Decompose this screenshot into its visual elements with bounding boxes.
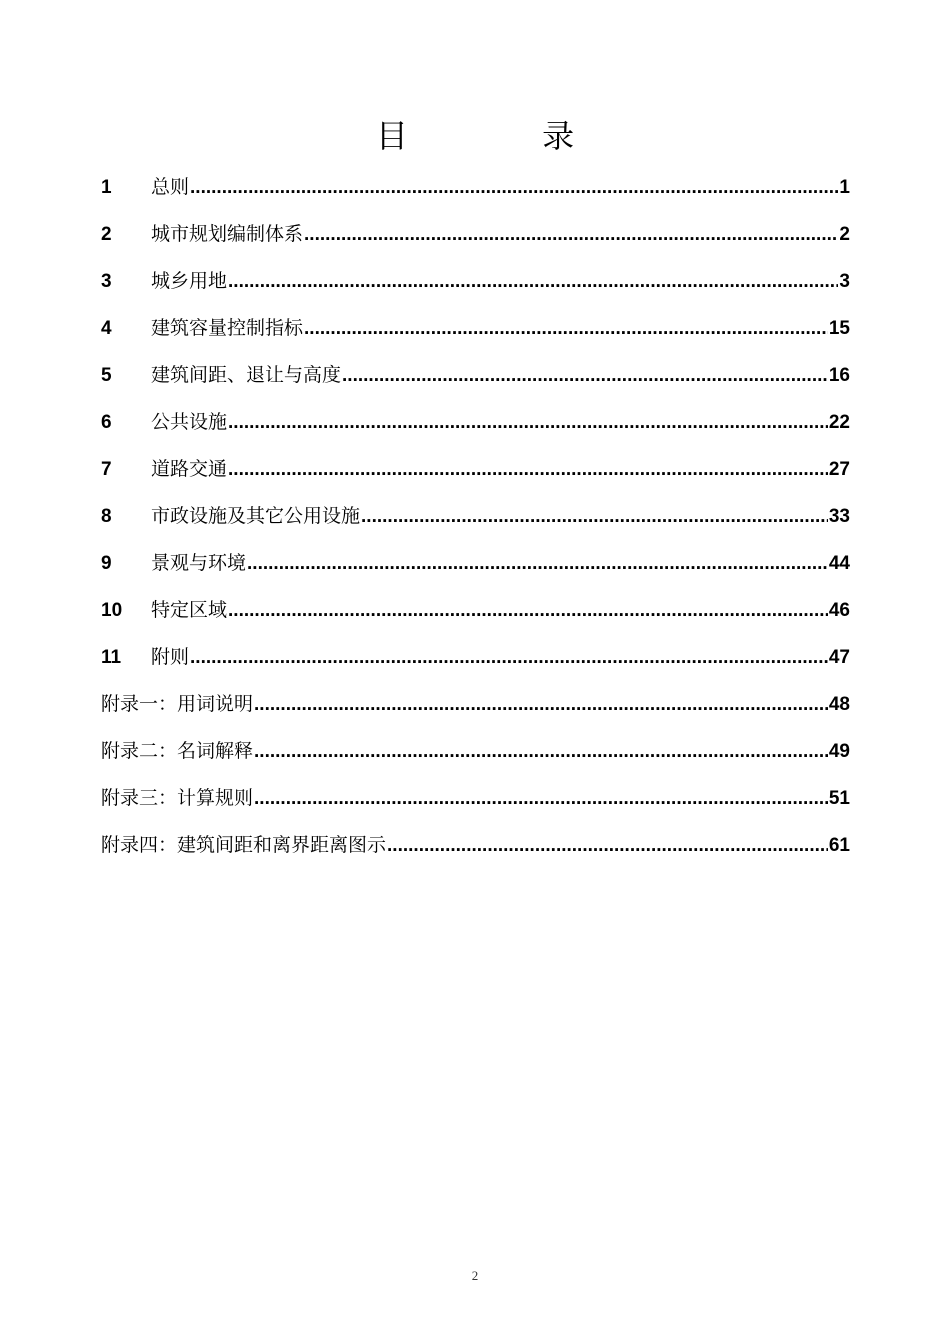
- toc-entry-label: 市政设施及其它公用设施: [151, 505, 361, 527]
- toc-dot-leader: [254, 681, 828, 728]
- toc-entry-number: 11: [101, 647, 122, 668]
- toc-entry-label: 景观与环境: [151, 552, 247, 574]
- toc-entry-label: 附录一：用词说明: [101, 693, 254, 715]
- toc-list: [101, 164, 850, 869]
- toc-entry-label: 城乡用地: [151, 270, 228, 292]
- toc-dot-leader: [304, 211, 838, 258]
- toc-dot-leader: [254, 728, 828, 775]
- toc-entry-number: 10: [101, 600, 123, 621]
- toc-entry-label: 附录二：名词解释: [101, 740, 254, 762]
- toc-entry[interactable]: [101, 305, 850, 352]
- toc-dot-leader: [247, 540, 828, 587]
- toc-entry-number: 1: [101, 177, 112, 198]
- toc-entry-page: 16: [828, 365, 850, 386]
- toc-entry-label: 城市规划编制体系: [151, 223, 304, 245]
- toc-dot-leader: [254, 775, 828, 822]
- toc-entry-label: 建筑间距、退让与高度: [151, 364, 342, 386]
- toc-entry-page: 51: [828, 788, 850, 809]
- toc-entry-label: 总则: [151, 176, 190, 198]
- toc-entry[interactable]: [101, 211, 850, 258]
- toc-dot-leader: [228, 446, 828, 493]
- toc-entry-label: 道路交通: [151, 458, 228, 480]
- toc-entry[interactable]: [101, 775, 850, 822]
- toc-title: 目 录: [375, 117, 637, 155]
- toc-entry-page: 27: [828, 459, 850, 480]
- toc-entry-page: 2: [839, 224, 850, 245]
- toc-entry-number: 3: [101, 271, 112, 292]
- toc-entry[interactable]: [101, 634, 850, 681]
- toc-entry-label: 附则: [151, 646, 190, 668]
- toc-entry-number: 7: [101, 459, 112, 480]
- toc-entry-label: 附录四：建筑间距和离界距离图示: [101, 834, 387, 856]
- toc-entry-page: 3: [839, 271, 850, 292]
- toc-entry[interactable]: [101, 258, 850, 305]
- toc-entry-number: 8: [101, 506, 112, 527]
- toc-entry-number: 6: [101, 412, 112, 433]
- toc-entry[interactable]: [101, 446, 850, 493]
- toc-entry-label: 特定区域: [151, 599, 228, 621]
- toc-entry-page: 22: [828, 412, 850, 433]
- toc-entry-label: 公共设施: [151, 411, 228, 433]
- toc-entry-label: 建筑容量控制指标: [151, 317, 304, 339]
- toc-entry[interactable]: [101, 493, 850, 540]
- toc-entry-page: 33: [828, 506, 850, 527]
- toc-dot-leader: [190, 634, 828, 681]
- toc-entry-number: 9: [101, 553, 112, 574]
- page-number: 2: [471, 1268, 479, 1283]
- toc-dot-leader: [228, 399, 828, 446]
- toc-entry[interactable]: [101, 681, 850, 728]
- toc-entry-page: 61: [828, 835, 850, 856]
- toc-dot-leader: [190, 164, 838, 211]
- toc-dot-leader: [228, 258, 838, 305]
- toc-entry-number: 2: [101, 224, 112, 245]
- toc-entry-page: 44: [828, 553, 850, 574]
- toc-entry-page: 46: [828, 600, 850, 621]
- toc-entry-page: 49: [828, 741, 850, 762]
- toc-entry[interactable]: [101, 164, 850, 211]
- toc-entry[interactable]: [101, 540, 850, 587]
- toc-entry-page: 1: [839, 177, 850, 198]
- toc-dot-leader: [361, 493, 828, 540]
- toc-dot-leader: [304, 305, 828, 352]
- toc-entry-label: 附录三：计算规则: [101, 787, 254, 809]
- toc-entry-page: 47: [828, 647, 850, 668]
- toc-dot-leader: [387, 822, 828, 869]
- toc-entry[interactable]: [101, 587, 850, 634]
- toc-entry-page: 48: [828, 694, 850, 715]
- toc-entry[interactable]: [101, 399, 850, 446]
- toc-dot-leader: [228, 587, 828, 634]
- toc-entry-number: 5: [101, 365, 112, 386]
- toc-entry-page: 15: [828, 318, 850, 339]
- toc-entry[interactable]: [101, 352, 850, 399]
- toc-dot-leader: [342, 352, 828, 399]
- toc-entry[interactable]: [101, 728, 850, 775]
- toc-entry-number: 4: [101, 318, 112, 339]
- toc-entry[interactable]: [101, 822, 850, 869]
